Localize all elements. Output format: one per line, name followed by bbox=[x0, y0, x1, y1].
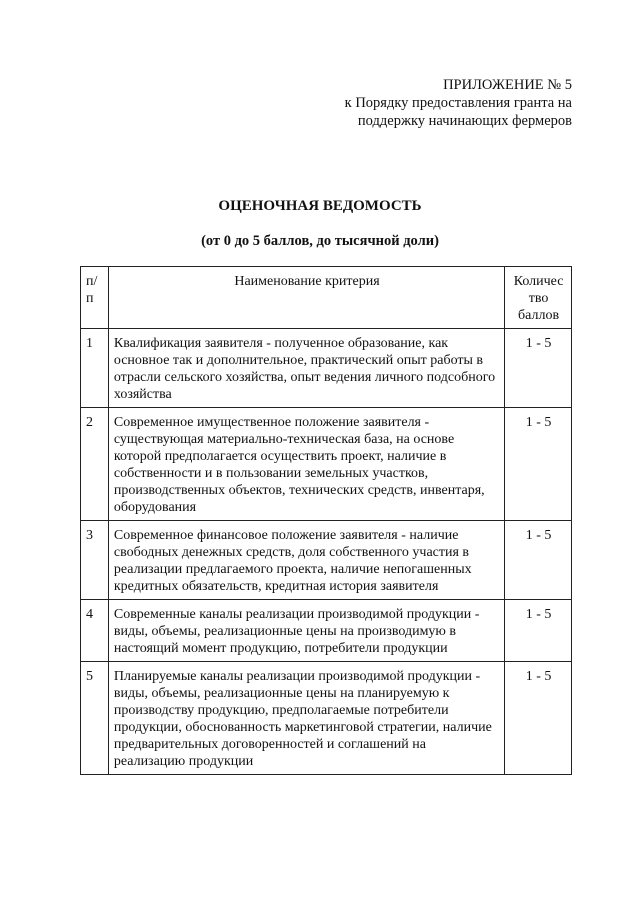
row-score: 1 - 5 bbox=[505, 521, 572, 600]
row-criterion: Планируемые каналы реализации производимой продукции - виды, объемы, реализационные цены на планируемую к производству продукцию, предполагаемые потребители продукции, обоснованность маркетинговой стратегии, наличие предварительных договоренностей и соглашений на реализацию продукции bbox=[108, 662, 504, 775]
row-score: 1 - 5 bbox=[505, 662, 572, 775]
table-row bbox=[81, 329, 572, 408]
row-number: 2 bbox=[81, 408, 109, 521]
header-num: п/ п bbox=[81, 267, 109, 329]
header-criterion: Наименование критерия bbox=[108, 267, 504, 329]
table-row bbox=[81, 521, 572, 600]
evaluation-table bbox=[80, 266, 572, 775]
row-score: 1 - 5 bbox=[505, 600, 572, 662]
appendix-number: ПРИЛОЖЕНИЕ № 5 bbox=[443, 77, 572, 93]
header-score: Количес тво баллов bbox=[505, 267, 572, 329]
table-row bbox=[81, 662, 572, 775]
row-criterion: Современные каналы реализации производимой продукции - виды, объемы, реализационные цены на производимую в настоящий момент продукцию, потребители продукции bbox=[108, 600, 504, 662]
row-number: 4 bbox=[81, 600, 109, 662]
appendix-header bbox=[345, 76, 572, 130]
row-number: 5 bbox=[81, 662, 109, 775]
row-criterion: Квалификация заявителя - полученное образование, как основное так и дополнительное, практический опыт работы в отрасли сельского хозяйства, опыт ведения личного подсобного хозяйства bbox=[108, 329, 504, 408]
row-score: 1 - 5 bbox=[505, 329, 572, 408]
table-row bbox=[81, 408, 572, 521]
appendix-reference-line-2: поддержку начинающих фермеров bbox=[357, 113, 572, 129]
row-number: 3 bbox=[81, 521, 109, 600]
row-number: 1 bbox=[81, 329, 109, 408]
document-title: ОЦЕНОЧНАЯ ВЕДОМОСТЬ bbox=[218, 198, 422, 214]
row-score: 1 - 5 bbox=[505, 408, 572, 521]
row-criterion: Современное имущественное положение заявителя - существующая материально-техническая база, на основе которой предполагается осуществить проект, наличие в собственности и в пользовании земельных участков, производственных объектов, технических средств, инвентаря, оборудования bbox=[108, 408, 504, 521]
appendix-reference-line-1: к Порядку предоставления гранта на bbox=[344, 95, 572, 111]
document-subtitle: (от 0 до 5 баллов, до тысячной доли) bbox=[201, 233, 439, 249]
row-criterion: Современное финансовое положение заявителя - наличие свободных денежных средств, доля собственного участия в реализации предлагаемого проекта, наличие непогашенных кредитных обязательств, кредитная история заявителя bbox=[108, 521, 504, 600]
table-header-row bbox=[81, 267, 572, 329]
table-row bbox=[81, 600, 572, 662]
